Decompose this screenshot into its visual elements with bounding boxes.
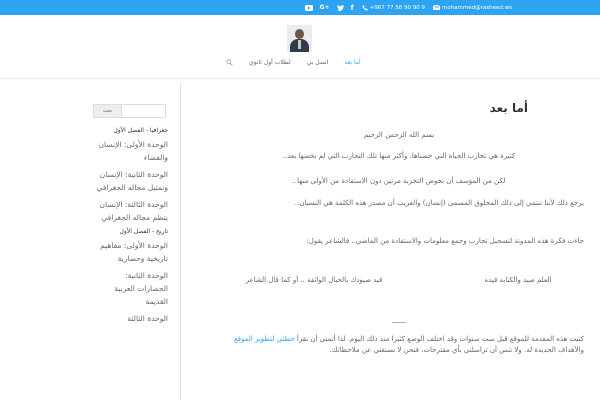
avatar-tie	[298, 40, 301, 49]
envelope-icon	[433, 5, 440, 10]
email-address: mohammed@rasheed.ws	[441, 4, 512, 11]
post-title: أما بعد	[489, 101, 528, 115]
list-item[interactable]: الوحدة الثانية: الحضارات العربية القديمة	[114, 271, 168, 306]
sidebar-divider	[180, 83, 181, 400]
avatar-head	[295, 29, 304, 39]
list-item[interactable]: الوحدة الثالثة: الإنسان ينظم مجاله الجغرافي	[99, 200, 168, 222]
sidebar-list-geography	[92, 138, 168, 224]
post-paragraph-5-a: كتبت هذه المقدمة للموقع قبل ست سنوات وقد اختلف الوضع كثيرا منذ ذلك اليوم.	[347, 335, 584, 343]
list-item[interactable]: الوحدة الأولى: الإنسان والفضاء	[98, 140, 168, 162]
main-nav	[226, 59, 361, 66]
nav-item-home[interactable]: أما بعد	[344, 59, 361, 66]
poem-hemistich-1: العلم صيد والكتابة قيده	[484, 276, 552, 284]
top-bar-items	[298, 0, 512, 15]
post-paragraph-1: كثيرة هي تجارب الحياة التي خضناها، وأكثر منها تلك التجارب التي لم نخضها بعد..	[282, 152, 516, 160]
site-logo[interactable]	[287, 25, 312, 52]
list-item[interactable]: الوحدة الثانية: الإنسان وتمثيل مجاله الجغرافي	[96, 170, 168, 192]
phone-icon	[362, 5, 368, 11]
sidebar	[92, 127, 168, 329]
post-paragraph-5-c: والأهداف الجديدة له. ولا تنس أن تراسلني بأي مقترحات، فنحن لا نستغني عن ملاحظاتك.	[329, 346, 584, 354]
sidebar-category-geography[interactable]: جغرافيا - الفصل الأول	[113, 127, 168, 134]
post-paragraph-2: لكن من المؤسف أن نخوض التجربة مرتين دون الاستفادة من الأولى منها..	[292, 177, 506, 185]
post-paragraph-5-b: لذا أتمنى أن تقرأ	[296, 335, 346, 343]
post-paragraph-4: جاءت فكرة هذه المدونة لتسجيل تجارب وجمع معلومات والاستفادة من الماضي.. فالشاعر يقول:	[306, 237, 584, 245]
post-paragraph-5	[214, 334, 584, 356]
youtube-icon[interactable]	[305, 5, 313, 11]
list-item[interactable]: الوحدة الثالثة	[127, 314, 168, 323]
site-header	[0, 15, 600, 78]
nav-item-contact[interactable]: اتصل بي	[306, 59, 329, 66]
phone-number: +967 77 58 90 90 9	[369, 4, 425, 11]
email-contact[interactable]	[433, 5, 512, 11]
nav-item-students[interactable]: لطلاب أول ثانوي	[249, 59, 291, 66]
poem-verse	[214, 275, 584, 305]
sidebar-search[interactable]	[93, 104, 166, 118]
top-bar	[0, 0, 600, 15]
facebook-icon[interactable]: f	[350, 3, 354, 12]
sidebar-category-history[interactable]: تاريخ - الفصل الأول	[119, 228, 168, 235]
search-button[interactable]: بحث	[94, 105, 122, 117]
post-basmala: بسم الله الرحمن الرحيم	[363, 131, 435, 139]
post-separator: ____	[392, 315, 406, 323]
post-paragraph-3: يرجع ذلك لأننا ننتمي إلى ذلك المخلوق المسمى (إنسان) والغريب أن مصدر هذه الكلمة هي النسيان..	[294, 199, 584, 207]
twitter-icon[interactable]	[337, 5, 344, 11]
phone-contact[interactable]	[362, 5, 425, 11]
poem-hemistich-2: قيد صيودك بالحبال الواثقة .. أو كما قال الشاعر	[245, 276, 383, 284]
search-icon[interactable]	[226, 59, 233, 66]
sidebar-list-history	[92, 239, 168, 325]
list-item[interactable]: الوحدة الأولى: مفاهيم تاريخية وحضارية	[100, 241, 168, 263]
plan-link[interactable]: خطتي لتطوير الموقع	[233, 335, 295, 343]
google-plus-icon[interactable]: G+	[319, 4, 330, 11]
